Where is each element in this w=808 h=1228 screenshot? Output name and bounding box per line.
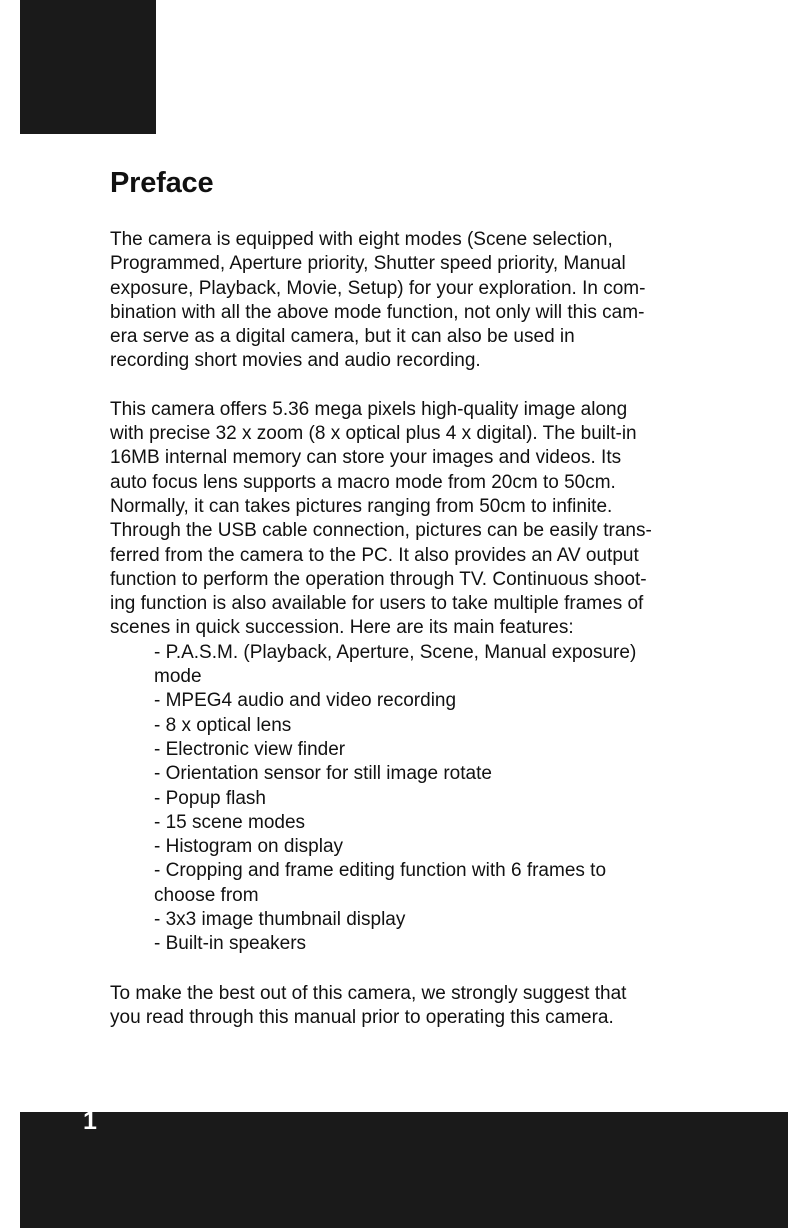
feature-item: - Built-in speakers	[154, 933, 307, 955]
page-title: Preface	[110, 167, 214, 199]
feature-item: - P.A.S.M. (Playback, Aperture, Scene, Manual exposure) mode	[154, 641, 637, 688]
page-content	[110, 165, 710, 1030]
feature-item: - Orientation sensor for still image rotate	[154, 763, 492, 785]
page-number: 1	[83, 1107, 97, 1135]
feature-list	[110, 641, 710, 957]
features-intro-paragraph: This camera offers 5.36 mega pixels high-quality image along with precise 32 x zoom (8 x optical plus 4 x digital). The built-in 16MB internal memory can store your images and videos. Its auto focus lens supports a macro mode from 20cm to 50cm. Normally, it can takes pictures ranging from 50cm to infinite. Through the USB cable connection, pictures can be easily trans- ferred from the camera to the PC. It also provides an AV output function to perform the operation through TV. Continuous shoot- ing function is also available for users to take multiple frames of scenes in quick succession. Here are its main features:	[110, 398, 652, 639]
corner-decoration-block	[20, 0, 156, 134]
feature-item: - Cropping and frame editing function with 6 frames to choose from	[154, 860, 607, 906]
feature-item: - 8 x optical lens	[154, 714, 292, 736]
feature-item: - Histogram on display	[154, 836, 344, 858]
footer-band	[20, 1112, 788, 1228]
feature-item: - Electronic view finder	[154, 738, 346, 760]
feature-item: - 3x3 image thumbnail display	[154, 909, 406, 931]
feature-item: - 15 scene modes	[154, 811, 306, 833]
intro-paragraph: The camera is equipped with eight modes (Scene selection, Programmed, Aperture priority, Shutter speed priority, Manual exposure, Playback, Movie, Setup) for your exploration. In com- bination with all the above mode function, not only will this cam- era serve as a digital camera, but it can also be used in recording short movies and audio recording.	[110, 229, 646, 372]
closing-paragraph: To make the best out of this camera, we strongly suggest that you read through this manual prior to operating this camera.	[110, 982, 627, 1028]
feature-item: - Popup flash	[154, 787, 266, 809]
feature-item: - MPEG4 audio and video recording	[154, 690, 457, 712]
